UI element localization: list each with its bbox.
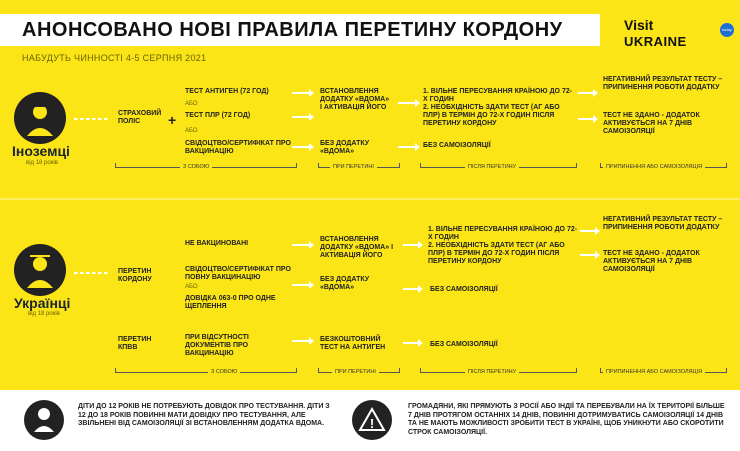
arrow [292,116,310,118]
pcr-test: ТЕСТ ПЛР (72 ГОД) [185,112,251,119]
logo-ukraine: UKRAINE [624,34,687,49]
border-crossing: ПЕРЕТИН КОРДОНУ [118,268,152,283]
section-divider [0,198,740,200]
bracket-label: ПРИ ПЕРЕТИНІ [332,369,379,375]
no-app: БЕЗ ДОДАТКУ «ВДОМА» [320,140,370,155]
arrow [398,146,416,148]
app-install: ВСТАНОВЛЕННЯ ДОДАТКУ «ВДОМА» І АКТИВАЦІЯ ЙОГО [320,236,394,259]
no-isolation: БЕЗ САМОІЗОЛЯЦІЇ [430,341,498,348]
arrow [292,146,310,148]
warning-symbol: ! [369,416,375,431]
foreigners-heading: Іноземці [12,143,70,159]
no-app: БЕЗ ДОДАТКУ «ВДОМА» [320,276,370,291]
arrow [292,244,310,246]
bracket-label: З СОБОЮ [180,164,212,170]
logo-visit: Visit [624,17,654,33]
vaccination-cert: СВІДОЦТВО/СЕРТИФІКАТ ПРО ВАКЦИНАЦІЮ [185,140,291,155]
logo-badge: today [720,23,734,37]
arrow [403,288,419,290]
antigen-test: ТЕСТ АНТИГЕН (72 ГОД) [185,88,269,95]
arrow [578,92,594,94]
rules-text: 1. ВІЛЬНЕ ПЕРЕСУВАННЯ КРАЇНОЮ ДО 72-Х ГОДИН 2. НЕОБХІДНІСТЬ ЗДАТИ ТЕСТ (АГ АБО ПЛР) В ТЕРМІН ДО 72-Х ГОДИН ПІСЛЯ ПЕРЕТИНУ КОРДОНУ [428,226,578,265]
no-isolation: БЕЗ САМОІЗОЛЯЦІЇ [430,286,498,293]
or-label: АБО [185,128,198,134]
arrow [403,244,419,246]
children-note: ДІТИ ДО 12 РОКІВ НЕ ПОТРЕБУЮТЬ ДОВІДОК ПРО ТЕСТУВАННЯ. ДІТИ З 12 ДО 18 РОКІВ ПОВИННІ МАТИ ДОВІДКУ ПРО ТЕСТУВАННЯ, АЛЕ ЗВІЛЬНЕНІ ВІД САМОІЗОЛЯЦІЇ ЗІ ВСТАНОВЛЕННЯМ ДОДАТКА ВДОМА. [78,403,330,427]
arrow [580,254,596,256]
arrow [292,340,310,342]
bracket-label: З СОБОЮ [208,369,240,375]
bracket [115,368,297,373]
arrow [578,118,594,120]
no-isolation: БЕЗ САМОІЗОЛЯЦІЇ [423,142,491,149]
full-vacc-cert: СВІДОЦТВО/СЕРТИФІКАТ ПРО ПОВНУ ВАКЦИНАЦІЮ [185,266,291,281]
bracket-label: ПІСЛЯ ПЕРЕТИНУ [465,164,519,170]
not-vaccinated: НЕ ВАКЦИНОВАНІ [185,240,249,247]
dashed-arrow [74,118,108,120]
visit-ukraine-logo [624,17,732,49]
page-subtitle: НАБУДУТЬ ЧИННОСТІ 4-5 СЕРПНЯ 2021 [22,53,207,63]
bracket-label: ПРИПИНЕННЯ АБО САМОІЗОЛЯЦІЯ [603,164,705,170]
page-title: АНОНСОВАНО НОВІ ПРАВИЛА ПЕРЕТИНУ КОРДОНУ [22,19,563,41]
foreigners-age: від 18 років [26,160,58,166]
ukrainian-person-icon [14,244,66,296]
warning-icon [352,400,392,440]
warning-note: ГРОМАДЯНИ, ЯКІ ПРЯМУЮТЬ З РОСІЇ АБО ІНДІЇ ТА ПЕРЕБУВАЛИ НА ЇХ ТЕРИТОРІЇ БІЛЬШЕ 7 ДНІВ ПРОТЯГОМ ОСТАННІХ 14 ДНІВ, ПОВИННІ ДОТРИМУВАТИСЬ САМОІЗОЛЯЦІЇ 14 ДНІВ ТА НЕ МАЮТЬ МОЖЛИВОСТІ ЗРОБИТИ ТЕСТ В УКРАЇНІ, ЩОБ УНИКНУТИ АБО СКОРОТИТИ СТРОК САМОІЗОЛЯЦІЇ. [408,403,725,436]
child-icon [24,400,64,440]
free-antigen-test: БЕЗКОШТОВНИЙ ТЕСТ НА АНТИГЕН [320,336,386,351]
no-test-isolation: ТЕСТ НЕ ЗДАНО - ДОДАТОК АКТИВУЄТЬСЯ НА 7 ДНІВ САМОІЗОЛЯЦІЇ [603,250,700,273]
arrow [292,92,310,94]
arrow [398,102,416,104]
or-label: АБО [185,284,198,290]
or-label: АБО [185,101,198,107]
foreigner-person-icon [14,92,66,144]
arrow [403,342,419,344]
rules-text: 1. ВІЛЬНЕ ПЕРЕСУВАННЯ КРАЇНОЮ ДО 72-Х ГОДИН 2. НЕОБХІДНІСТЬ ЗДАТИ ТЕСТ (АГ АБО ПЛР) В ТЕРМІН ДО 72-Х ГОДИН ПІСЛЯ ПЕРЕТИНУ КОРДОНУ [423,88,573,127]
arrow [580,230,596,232]
negative-result: НЕГАТИВНИЙ РЕЗУЛЬТАТ ТЕСТУ – ПРИПИНЕННЯ РОБОТИ ДОДАТКУ [603,76,723,91]
no-test-isolation: ТЕСТ НЕ ЗДАНО - ДОДАТОК АКТИВУЄТЬСЯ НА 7 ДНІВ САМОІЗОЛЯЦІЇ [603,112,700,135]
arrow [292,284,310,286]
no-docs: ПРИ ВІДСУТНОСТІ ДОКУМЕНТІВ ПРО ВАКЦИНАЦІЮ [185,334,249,357]
bracket-label: ПРИ ПЕРЕТИНІ [330,164,377,170]
ukrainians-heading: Українці [14,295,71,311]
plus-icon: + [168,112,177,128]
dashed-arrow [74,272,108,274]
kpvv-crossing: ПЕРЕТИН КПВВ [118,336,152,351]
form-063: ДОВІДКА 063-0 ПРО ОДНЕ ЩЕПЛЕННЯ [185,295,276,310]
bracket-label: ПРИПИНЕННЯ АБО САМОІЗОЛЯЦІЯ [603,369,705,375]
ukrainians-age: від 18 років [28,311,60,317]
insurance-policy: СТРАХОВИЙ ПОЛІС [118,110,162,125]
bracket-label: ПІСЛЯ ПЕРЕТИНУ [465,369,519,375]
negative-result: НЕГАТИВНИЙ РЕЗУЛЬТАТ ТЕСТУ – ПРИПИНЕННЯ РОБОТИ ДОДАТКУ [603,216,723,231]
app-install: ВСТАНОВЛЕННЯ ДОДАТКУ «ВДОМА» І АКТИВАЦІЯ ЙОГО [320,88,390,111]
